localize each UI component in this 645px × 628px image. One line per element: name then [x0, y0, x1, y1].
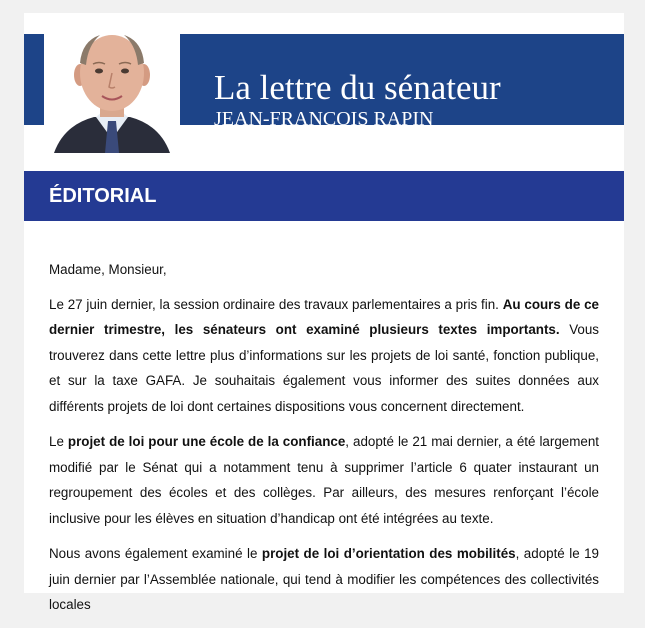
senator-name: JEAN-FRANÇOIS RAPIN	[214, 108, 434, 130]
newsletter-page	[24, 13, 624, 612]
senator-portrait	[44, 17, 180, 153]
bold-text-run: projet de loi pour une école de la confiance	[67, 434, 346, 449]
text-run: , adopté le 21 mai dernier, a été largement modifié par le Sénat qui a notamment tenu à supprimer l’article 6 quater instaurant un regroupement des écoles et des collèges. Par ailleurs, des mesures renforçant l’école inclusive pour les élèves en situation d’handicap ont été intégrées au texte.	[49, 434, 599, 526]
newsletter-title: La lettre du sénateur	[214, 68, 501, 107]
editorial-section-header	[24, 171, 624, 221]
bold-text-run: projet de loi d’orientation des mobilités	[261, 546, 516, 561]
paragraph-2	[49, 429, 599, 531]
text-run: Nous avons également examiné le	[49, 546, 262, 561]
bold-text-run: Au cours de ce dernier trimestre, les sénateurs ont examiné plusieurs textes importants.	[49, 296, 599, 337]
paragraph-3	[49, 541, 599, 618]
text-run: Vous trouverez dans cette lettre plus d’informations sur les projets de loi santé, fonction publique, et sur la taxe GAFA. Je souhaitais également vous informer des suites données aux différents projets de loi dont certaines dispositions vous concernent directement.	[49, 322, 599, 414]
text-run: Le 27 juin dernier, la session ordinaire des travaux parlementaires a pris fin.	[49, 296, 503, 312]
section-title: ÉDITORIAL	[49, 185, 157, 207]
text-run: , adopté le 19 juin dernier par l’Assemblée nationale, qui tend à modifier les compétences des collectivités locales	[49, 546, 599, 612]
greeting: Madame, Monsieur,	[49, 262, 167, 277]
text-run: Le	[49, 434, 68, 449]
paragraph-1	[49, 292, 599, 420]
editorial-text	[49, 257, 599, 628]
